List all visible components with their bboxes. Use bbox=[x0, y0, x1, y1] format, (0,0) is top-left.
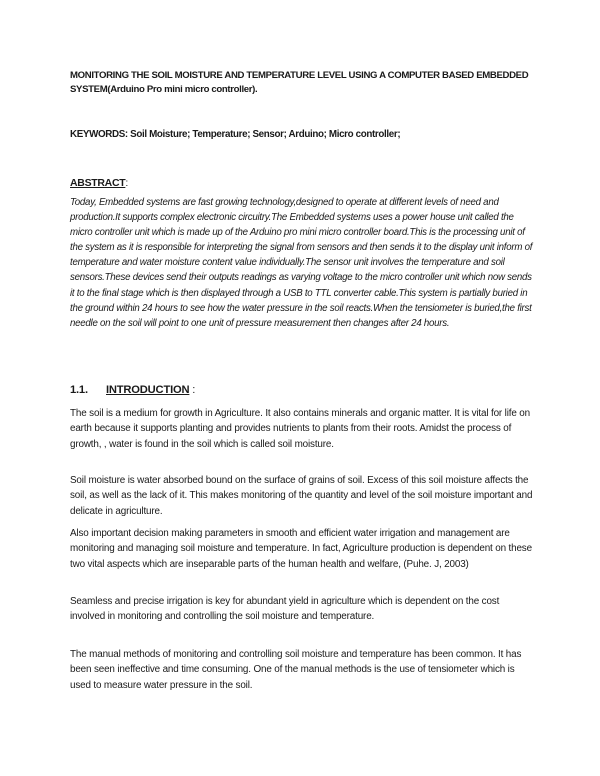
section-number: 1.1. bbox=[70, 384, 88, 396]
abstract-text: Today, Embedded systems are fast growing technology,designed to operate at different levels of need and production.It supports complex electronic circuitry.The Embedded systems uses a power house unit called the micro controller unit which is made up of the Arduino pro mini micro controller board.This is the processing unit of the system as it is responsible for interpreting the signal from sensors and then sends it to the display unit inform of temperature and water moisture content value individually.The sensor unit involves the temperature and soil sensors.These devices send their outputs readings as varying voltage to the micro controller unit which now sends it to the final stage which is then displayed through a USB to TTL converter cable.This system is partially buried in the ground within 24 hours to see how the water pressure in the soil reacts.When the tensiometer is buried,the first needle on the soil will point to one unit of pressure measurement then changes after 24 hours. bbox=[70, 197, 533, 329]
section-colon: : bbox=[189, 384, 196, 396]
body-paragraph: Soil moisture is water absorbed bound on the surface of grains of soil. Excess of this soil moisture affects the soil, as well as the lack of it. This makes monitoring of the quantity and level of the soil moisture important and delicate in agriculture. bbox=[70, 475, 533, 517]
abstract-heading-label: ABSTRACT bbox=[70, 177, 126, 189]
keywords-line: KEYWORDS: Soil Moisture; Temperature; Sensor; Arduino; Micro controller; bbox=[70, 129, 401, 140]
section-title: INTRODUCTION bbox=[106, 384, 190, 396]
abstract-heading-colon: : bbox=[125, 177, 128, 189]
paper-title: MONITORING THE SOIL MOISTURE AND TEMPERATURE LEVEL USING A COMPUTER BASED EMBEDDED SYSTEM(Arduino Pro mini micro controller). bbox=[70, 70, 529, 95]
body-paragraph: Also important decision making parameters in smooth and efficient water irrigation and management are monitoring and managing soil moisture and temperature. In fact, Agriculture production is dependent on these two vital aspects which are inseparable parts of the human health and welfare, (Puhe. J, 2003) bbox=[70, 528, 532, 570]
body-paragraph: The soil is a medium for growth in Agriculture. It also contains minerals and organic matter. It is vital for life on earth because it supports planting and provides nutrients to plants from their roots. Amidst the process of growth, , water is found in the soil which is called soil moisture. bbox=[70, 408, 530, 450]
abstract-heading bbox=[70, 177, 128, 189]
body-paragraph: Seamless and precise irrigation is key for abundant yield in agriculture which is dependent on the cost involved in monitoring and controlling the soil moisture and temperature. bbox=[70, 596, 500, 623]
body-paragraph: The manual methods of monitoring and controlling soil moisture and temperature has been common. It has been seen ineffective and time consuming. One of the manual methods is the use of tensiometer which is used to measure water pressure in the soil. bbox=[70, 649, 522, 691]
introduction-heading bbox=[70, 384, 195, 396]
